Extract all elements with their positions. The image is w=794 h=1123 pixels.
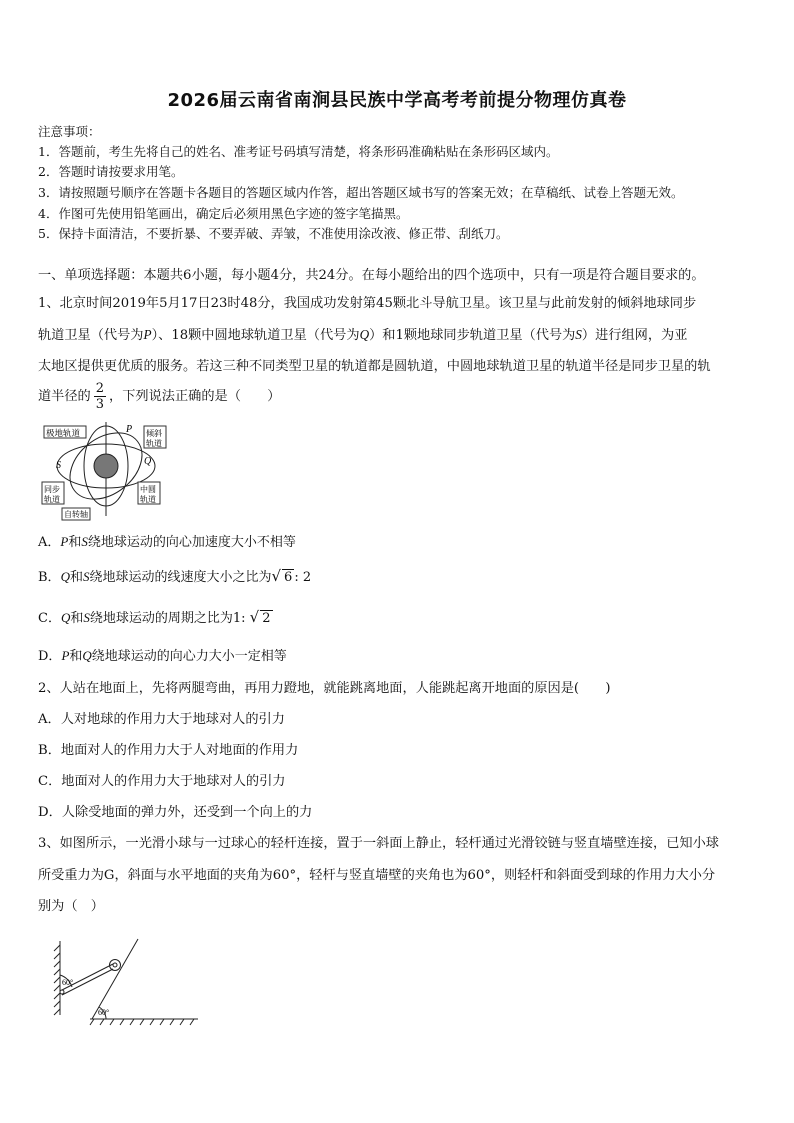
notes-heading: 注意事项： [38,124,101,139]
page-title: 2026届云南省南涧县民族中学高考考前提分物理仿真卷 [167,90,627,111]
q2-option-b: B．地面对人的作用力大于人对地面的作用力 [38,743,299,758]
q1-option-a: A．P和S绕地球运动的向心加速度大小不相等 [38,534,296,550]
q2-stem: 2、人站在地面上，先将两腿弯曲，再用力蹬地，就能跳离地面，人能跳起离开地面的原因是( ) [38,681,611,696]
fraction-two-thirds: $\frac{2}{3}$ [95,381,105,412]
q3-line-2: 所受重力为G，斜面与水平地面的夹角为60°，轻杆与竖直墙壁的夹角也为60°，则轻杆和斜面受到球的作用力大小分 [38,868,716,883]
label-geo-orbit-1: 同步 [44,485,60,494]
q3-line-1: 3、如图所示，一光滑小球与一过球心的轻杆连接，置于一斜面上静止，轻杆通过光滑铰链与竖直墙壁连接，已知小球 [38,836,719,851]
q1-line-1: 1、北京时间2019年5月17日23时48分，我国成功发射第45颗北斗导航卫星。该卫星与此前发射的倾斜地球同步 [38,296,697,311]
incline-rod-diagram [50,935,200,1027]
label-angle-rod: 60° [62,978,74,987]
orbit-diagram [40,420,170,522]
label-angle-incline: 60° [98,1008,110,1017]
q2-option-c: C．地面对人的作用力大于地球对人的引力 [38,774,286,789]
note-item-4: 4．作图可先使用铅笔画出，确定后必须用黑色字迹的签字笔描黑。 [38,206,409,221]
label-meo-orbit-1: 中圆 [140,485,156,494]
label-inclined-orbit-1: 倾斜 [146,429,162,438]
q1-line-4: 道半径的 $\frac{2}{3}$ ，下列说法正确的是（ ） [38,381,281,412]
label-polar-orbit: 极地轨道 [46,429,81,439]
label-axis: 自转轴 [64,510,88,519]
note-item-3: 3．请按照题号顺序在答题卡各题目的答题区域内作答，超出答题区域书写的答案无效；在草稿纸、试卷上答题无效。 [38,185,684,200]
label-P: P [126,424,133,435]
q1-line-2: 轨道卫星（代号为P）、18颗中圆地球轨道卫星（代号为Q）和1颗地球同步轨道卫星（代号为S）进行组网，为亚 [38,327,688,343]
label-inclined-orbit-2: 轨道 [146,439,162,448]
label-S: S [56,460,61,471]
note-item-2: 2．答题时请按要求用笔。 [38,164,184,179]
q2-option-d: D．人除受地面的弹力外，还受到一个向上的力 [38,805,313,820]
q2-option-a: A．人对地球的作用力大于地球对人的引力 [38,712,285,727]
section-heading: 一、单项选择题：本题共6小题，每小题4分，共24分。在每小题给出的四个选项中，只有一项是符合题目要求的。 [38,268,705,283]
note-item-1: 1．答题前，考生先将自己的姓名、准考证号码填写清楚，将条形码准确粘贴在条形码区域内。 [38,144,559,159]
label-meo-orbit-2: 轨道 [140,495,156,504]
q1-option-c: C．Q和S绕地球运动的周期之比为1: √ 2 [38,608,271,626]
label-geo-orbit-2: 轨道 [44,495,60,504]
q1-option-d: D．P和Q绕地球运动的向心力大小一定相等 [38,648,287,664]
note-item-5: 5．保持卡面清洁，不要折暴、不要弄破、弄皱，不准使用涂改液、修正带、刮纸刀。 [38,226,509,241]
q1-line-3: 太地区提供更优质的服务。若这三种不同类型卫星的轨道都是圆轨道，中圆地球轨道卫星的轨道半径是同步卫星的轨 [38,359,711,374]
q1-option-b: B．Q和S绕地球运动的线速度大小之比为√ 6 : 2 [38,567,312,585]
label-Q: Q [144,456,152,467]
q3-line-3: 别为（ ） [38,899,104,914]
